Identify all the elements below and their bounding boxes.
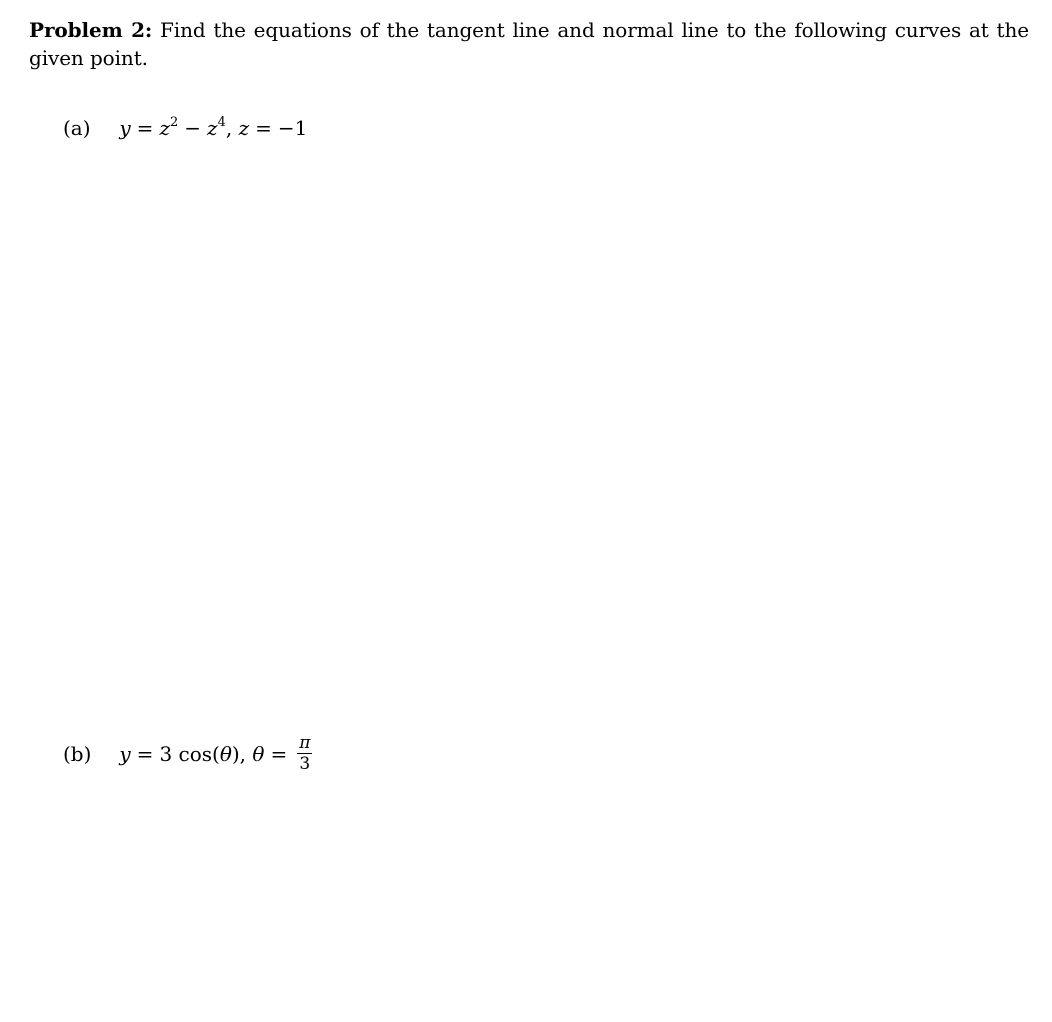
part-b-equation bbox=[119, 733, 312, 774]
part-a-term2-exponent: 4 bbox=[217, 115, 226, 130]
part-b bbox=[63, 733, 312, 775]
part-b-point-equals: = bbox=[270, 742, 288, 766]
part-a-equals: = bbox=[136, 116, 154, 140]
part-a-comma: , bbox=[225, 116, 233, 140]
part-b-fraction-denominator: 3 bbox=[299, 754, 311, 774]
part-a bbox=[63, 114, 307, 142]
problem-label: Problem 2: bbox=[29, 18, 153, 42]
part-b-lhs-var: y bbox=[119, 742, 131, 766]
part-b-equals: = bbox=[136, 742, 154, 766]
part-a-term1-exponent: 2 bbox=[169, 115, 179, 130]
part-a-point-value: −1 bbox=[277, 116, 308, 140]
part-b-point-fraction bbox=[297, 734, 312, 773]
part-b-label: (b) bbox=[63, 742, 92, 766]
part-b-rhs-suffix: ), bbox=[231, 742, 247, 766]
part-a-label: (a) bbox=[63, 116, 91, 140]
part-a-minus: − bbox=[184, 116, 202, 140]
part-b-theta: θ bbox=[219, 742, 232, 766]
part-a-term1-base: z bbox=[159, 116, 170, 140]
part-a-term2-base: z bbox=[207, 116, 218, 140]
part-a-lhs-var: y bbox=[119, 116, 131, 140]
part-a-point-equals: = bbox=[255, 116, 272, 140]
problem-text: Find the equations of the tangent line and normal line to the following curves at the given point. bbox=[29, 18, 1029, 70]
part-b-fraction-numerator: π bbox=[299, 733, 311, 753]
part-a-point-var: z bbox=[238, 116, 250, 140]
part-b-rhs-prefix: 3 cos( bbox=[159, 742, 220, 766]
problem-statement bbox=[29, 16, 1029, 72]
part-a-equation bbox=[119, 116, 307, 140]
part-b-point-var: θ bbox=[252, 742, 265, 766]
